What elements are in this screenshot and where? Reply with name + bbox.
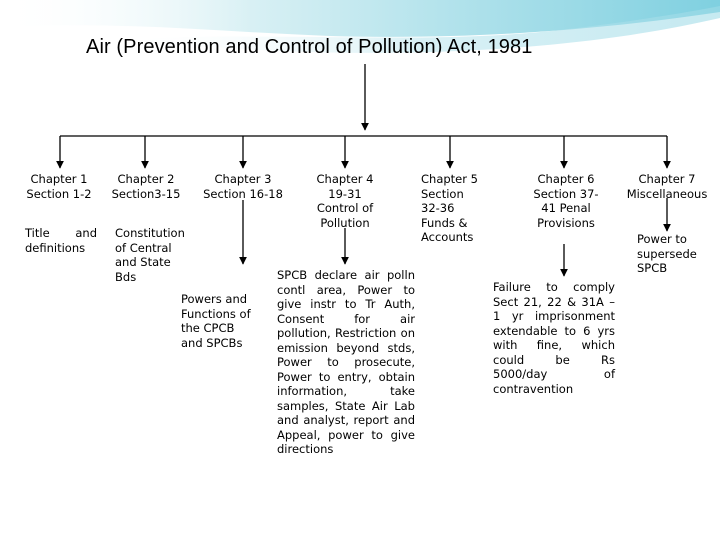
page-title: Air (Prevention and Control of Pollution) Act, 1981 (86, 36, 533, 58)
chapter-2-detail: Constitution of Central and State Bds (115, 226, 185, 284)
chapter-7-detail: Power to supersede SPCB (637, 232, 697, 275)
chapter-1-detail: Title and definitions (25, 226, 97, 255)
chapter-3-detail: Powers and Functions of the CPCB and SPCBs (181, 292, 251, 350)
chapter-1-heading: Chapter 1 Section 1-2 (26, 172, 92, 201)
chapter-7-heading: Chapter 7 Miscellaneous (626, 172, 708, 201)
chapter-5-heading: Chapter 5 Section 32-36 Funds & Accounts (421, 172, 478, 244)
chapter-2-heading: Chapter 2 Section3-15 (111, 172, 181, 201)
chapter-4-detail: SPCB declare air polln contl area, Power to give instr to Tr Auth, Consent for air pollution, Restriction on emission beyond stds, Power to prosecute, Power to entry, obtain information, take samples, State Air Lab and analyst, report and Appeal, power to give directions (277, 268, 415, 456)
chapter-6-heading: Chapter 6 Section 37-41 Penal Provisions (533, 172, 599, 230)
chapter-3-heading: Chapter 3 Section 16-18 (203, 172, 283, 201)
chapter-6-detail: Failure to comply Sect 21, 22 & 31A – 1 yr imprisonment extendable to 6 yrs with fine, which could be Rs 5000/day of contravention (493, 280, 615, 396)
chapter-4-heading: Chapter 4 19-31 Control of Pollution (316, 172, 374, 230)
